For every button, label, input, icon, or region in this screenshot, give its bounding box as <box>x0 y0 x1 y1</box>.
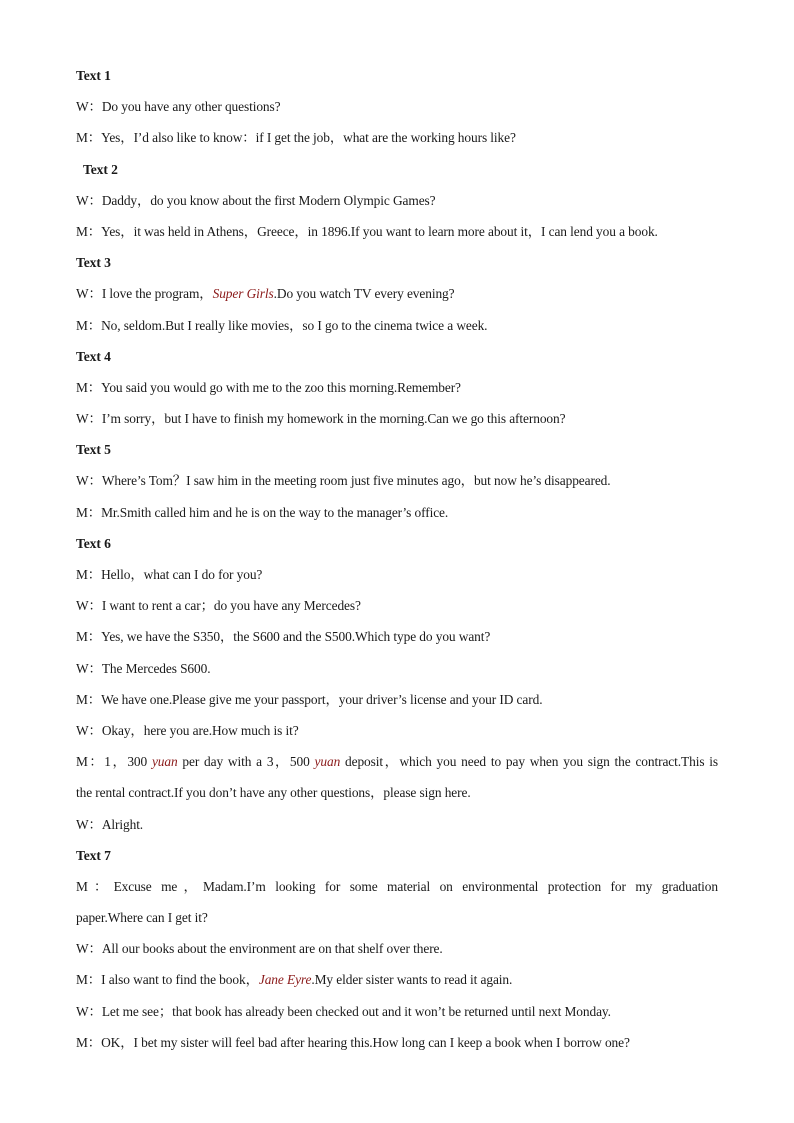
line-text: M：We have one.Please give me your passport，your driver’s license and your ID card. <box>76 691 543 707</box>
dialogue-line <box>76 939 718 970</box>
line-text: W：I want to rent a car；do you have any Mercedes? <box>76 598 361 614</box>
line-text: M：Excuse me，Madam.I’m looking for some material on environmental protection for my graduation <box>76 878 718 894</box>
dialogue-line <box>76 1002 718 1033</box>
section-heading <box>76 160 718 191</box>
line-text: per day with a 3，500 <box>177 754 315 770</box>
dialogue-line <box>76 316 718 347</box>
dialogue-line <box>76 284 718 315</box>
line-text: M：Mr.Smith called him and he is on the way to the manager’s office. <box>76 504 449 520</box>
dialogue-line <box>76 908 718 939</box>
dialogue-line <box>76 378 718 409</box>
dialogue-line <box>76 815 718 846</box>
line-text: W：Where’s Tom？I saw him in the meeting room just five minutes ago，but now he’s disappeared. <box>76 473 611 489</box>
dialogue-line <box>76 752 718 783</box>
dialogue-line <box>76 503 718 534</box>
line-text: Text 7 <box>76 847 111 863</box>
dialogue-line <box>76 222 718 253</box>
line-text: Text 2 <box>83 161 118 177</box>
line-text: M：Hello，what can I do for you? <box>76 567 263 582</box>
dialogue-line <box>76 659 718 690</box>
dialogue-line <box>76 191 718 222</box>
section-heading <box>76 347 718 378</box>
dialogue-line <box>76 627 718 658</box>
line-text: M：Yes，it was held in Athens，Greece，in 1896.If you want to learn more about it，I can lend you a book. <box>76 223 658 239</box>
dialogue-line <box>76 970 718 1001</box>
line-text: M：I also want to find the book， <box>76 972 259 988</box>
line-text: W：All our books about the environment are on that shelf over there. <box>76 941 443 957</box>
line-text: Text 1 <box>76 68 111 83</box>
line-text: W：Do you have any other questions? <box>76 99 281 115</box>
dialogue-line <box>76 409 718 440</box>
line-text: M：Yes, we have the S350，the S600 and the S500.Which type do you want? <box>76 629 491 645</box>
line-text: M：You said you would go with me to the zoo this morning.Remember? <box>76 379 461 395</box>
dialogue-line <box>76 1033 718 1064</box>
line-text: Text 6 <box>76 535 111 551</box>
line-text: M：No, seldom.But I really like movies，so I go to the cinema twice a week. <box>76 317 488 333</box>
line-text: Text 3 <box>76 255 111 271</box>
line-text: M：1，300 <box>76 754 152 770</box>
line-text: W：I’m sorry，but I have to finish my homework in the morning.Can we go this afternoon? <box>76 411 566 427</box>
italic-title-text: Jane Eyre <box>258 972 312 988</box>
italic-title-text: yuan <box>314 754 341 770</box>
line-text: W：Alright. <box>76 816 144 832</box>
line-text: Text 4 <box>76 348 111 364</box>
section-heading <box>76 846 718 877</box>
line-text: W：Let me see；that book has already been checked out and it won’t be returned until next Monday. <box>76 1003 611 1019</box>
dialogue-line <box>76 596 718 627</box>
section-heading <box>76 534 718 565</box>
section-heading <box>76 253 718 284</box>
line-text: Text 5 <box>76 442 111 458</box>
italic-title-text: Super Girls <box>212 286 274 302</box>
line-text: M：Yes，I’d also like to know：if I get the job，what are the working hours like? <box>76 130 516 146</box>
document-page <box>76 66 718 1064</box>
line-text: W：Okay，here you are.How much is it? <box>76 722 299 738</box>
dialogue-line <box>76 690 718 721</box>
line-text: W：I love the program， <box>76 286 213 302</box>
dialogue-line <box>76 877 718 908</box>
line-text: deposit，which you need to pay when you sign the contract.This is <box>340 754 718 770</box>
dialogue-line <box>76 471 718 502</box>
dialogue-line <box>76 97 718 128</box>
line-text: W：The Mercedes S600. <box>76 660 211 676</box>
italic-title-text: yuan <box>151 754 178 770</box>
line-text: W：Daddy，do you know about the first Modern Olympic Games? <box>76 192 436 208</box>
dialogue-line <box>76 783 718 814</box>
section-heading <box>76 440 718 471</box>
line-text: .Do you watch TV every evening? <box>273 286 455 302</box>
line-text: paper.Where can I get it? <box>76 910 208 926</box>
section-heading <box>76 66 718 97</box>
line-text: the rental contract.If you don’t have any other questions，please sign here. <box>76 785 471 801</box>
line-text: M：OK，I bet my sister will feel bad after hearing this.How long can I keep a book when I borrow one? <box>76 1034 630 1050</box>
dialogue-line <box>76 128 718 159</box>
dialogue-line <box>76 721 718 752</box>
dialogue-line <box>76 565 718 596</box>
line-text: .My elder sister wants to read it again. <box>311 972 513 988</box>
